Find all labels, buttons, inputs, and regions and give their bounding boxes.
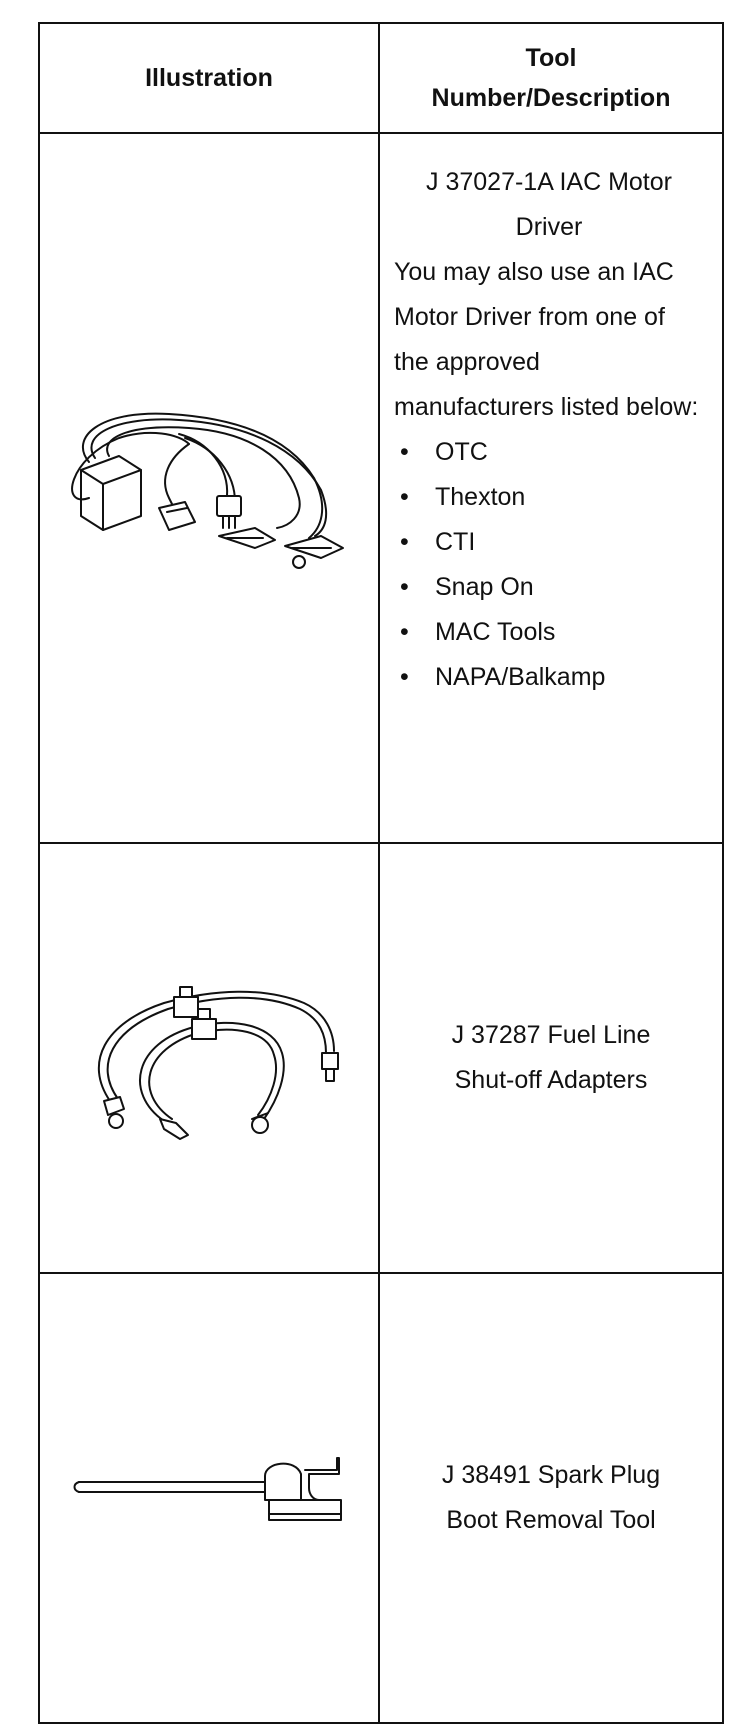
illustration-cell <box>39 1273 379 1723</box>
description-cell <box>379 843 723 1273</box>
spark-plug-boot-removal-tool-icon <box>69 1448 349 1548</box>
list-item: • Thexton <box>394 475 704 520</box>
tool-title: J 37027-1A IAC Motor Driver <box>426 168 672 241</box>
iac-motor-driver-icon <box>59 398 359 578</box>
table-row <box>39 1273 723 1723</box>
table-row <box>39 133 723 843</box>
illustration-cell <box>39 133 379 843</box>
header-illustration: Illustration <box>39 23 379 133</box>
header-tool <box>379 23 723 133</box>
description-cell <box>379 133 723 843</box>
list-item: • OTC <box>394 430 704 475</box>
manufacturer-list <box>394 430 704 700</box>
tool-title: J 37287 Fuel Line Shut-off Adapters <box>451 1021 651 1094</box>
list-item: • CTI <box>394 520 704 565</box>
bullet-icon: • <box>400 528 409 556</box>
bullet-icon: • <box>400 618 409 646</box>
list-item: • NAPA/Balkamp <box>394 655 704 700</box>
tool-title: J 38491 Spark Plug Boot Removal Tool <box>441 1461 661 1534</box>
fuel-line-shutoff-adapters-icon <box>64 973 354 1143</box>
tool-table <box>38 22 724 1724</box>
bullet-icon: • <box>400 663 409 691</box>
bullet-icon: • <box>400 483 409 511</box>
table-row <box>39 843 723 1273</box>
header-tool-label: Tool Number/Description <box>431 44 671 112</box>
tool-note: You may also use an IAC Motor Driver from one of the approved manufacturers listed below: <box>394 258 699 421</box>
list-item: • MAC Tools <box>394 610 704 655</box>
bullet-icon: • <box>400 438 409 466</box>
illustration-cell <box>39 843 379 1273</box>
list-item: • Snap On <box>394 565 704 610</box>
bullet-icon: • <box>400 573 409 601</box>
description-cell <box>379 1273 723 1723</box>
table-header-row <box>39 23 723 133</box>
